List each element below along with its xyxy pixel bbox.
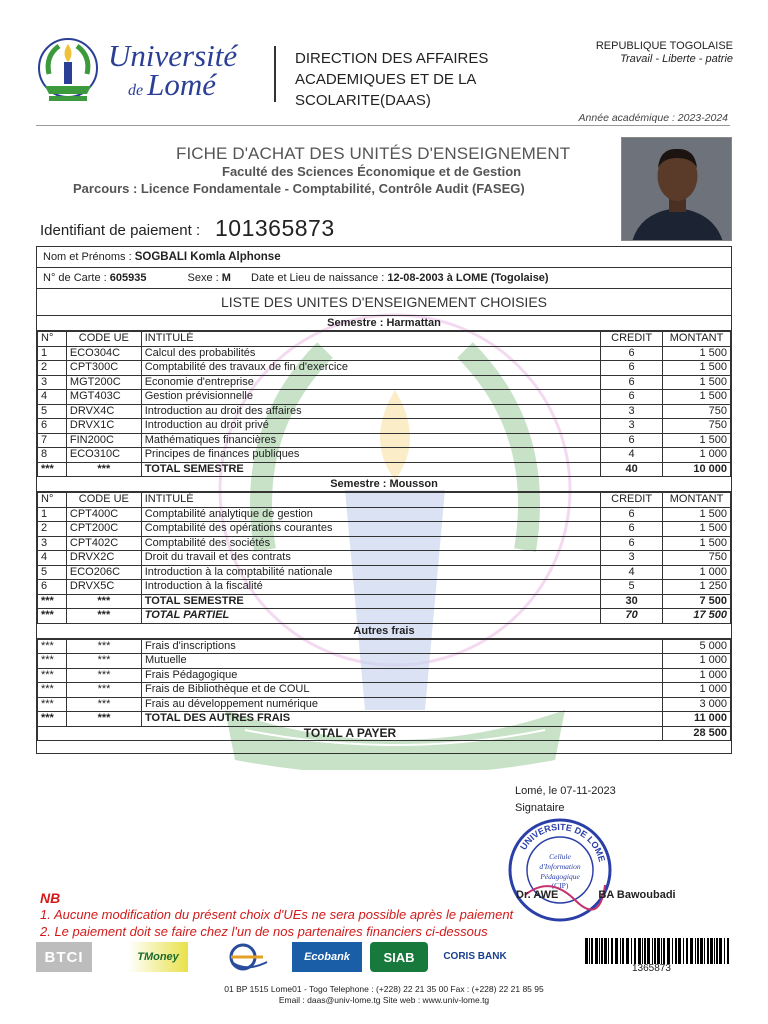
table-cell: 7 500 [663, 594, 731, 609]
table-cell: Gestion prévisionnelle [141, 390, 600, 405]
table-cell: 6 [601, 507, 663, 522]
total-to-pay-row [38, 726, 731, 741]
table-cell: 4 [38, 390, 67, 405]
table-cell: *** [67, 697, 142, 712]
table-cell: 1 000 [663, 668, 731, 683]
table-cell: TOTAL SEMESTRE [141, 594, 600, 609]
partner-coris-logo: CORIS BANK [443, 951, 507, 962]
partner-btci-logo: BTCI [36, 942, 92, 972]
payment-id-value: 101365873 [215, 215, 335, 241]
table-row [38, 683, 731, 698]
table-cell: 6 [601, 361, 663, 376]
col-num: N° [38, 332, 67, 347]
semester2-total-row [38, 594, 731, 609]
table-cell: 3 [38, 536, 67, 551]
logo-divider [274, 46, 276, 102]
col-credit: CREDIT [601, 332, 663, 347]
table-cell: Introduction à la fiscalité [141, 580, 600, 595]
table-row [38, 580, 731, 595]
table-row [38, 565, 731, 580]
table-cell: MGT403C [66, 390, 141, 405]
logo-lome: Lomé [147, 67, 216, 102]
barcode-bar [714, 938, 715, 964]
table-row [38, 375, 731, 390]
table-cell: 1 000 [663, 683, 731, 698]
semester1-total-row [38, 462, 731, 477]
col-code: CODE UE [66, 493, 141, 508]
nb-title: NB [40, 890, 61, 906]
table-cell: 1 250 [663, 580, 731, 595]
table-cell: 1 500 [663, 536, 731, 551]
table-cell: *** [67, 683, 142, 698]
barcode-bar [700, 938, 703, 964]
table-cell: 4 [601, 565, 663, 580]
barcode-bar [707, 938, 709, 964]
table-cell: 1 [38, 507, 67, 522]
table-cell: 17 500 [663, 609, 731, 624]
table-cell: Economie d'entreprise [141, 375, 600, 390]
program-name: Parcours : Licence Fondamentale - Comptabilité, Contrôle Audit (FASEG) [73, 181, 525, 196]
table-cell: 1 [38, 346, 67, 361]
stamp-line1: Cellule [549, 852, 571, 861]
footer-line1: 01 BP 1515 Lome01 - Togo Telephone : (+228) 22 21 35 00 Fax : (+228) 22 21 85 95 [224, 984, 544, 994]
table-cell: TOTAL PARTIEL [141, 609, 600, 624]
logo-de: de [128, 82, 144, 99]
semester1-title: Semestre : Harmattan [37, 316, 731, 331]
table-cell: 3 [38, 375, 67, 390]
table-cell: *** [38, 683, 67, 698]
table-cell: *** [38, 668, 67, 683]
table-cell: 6 [601, 375, 663, 390]
table-cell: *** [38, 697, 67, 712]
courses-area [37, 316, 731, 741]
table-row [38, 697, 731, 712]
col-intitule: INTITULÉ [141, 493, 600, 508]
table-cell: FIN200C [66, 433, 141, 448]
table-cell: 1 500 [663, 346, 731, 361]
table-cell: DRVX2C [66, 551, 141, 566]
table-cell: 5 [38, 404, 67, 419]
barcode-bar [710, 938, 713, 964]
table-row [38, 448, 731, 463]
table-cell: Principes de finances publiques [141, 448, 600, 463]
signer-name-left: Dr. AWE [516, 889, 559, 901]
table-cell: *** [38, 712, 67, 727]
table-cell: 750 [663, 419, 731, 434]
barcode-bar [675, 938, 677, 964]
table-cell: 1 500 [663, 375, 731, 390]
col-code: CODE UE [66, 332, 141, 347]
table-cell: 750 [663, 404, 731, 419]
table-cell: Droit du travail et des contrats [141, 551, 600, 566]
barcode-bar [644, 938, 646, 964]
page-title: FICHE D'ACHAT DES UNITÉS D'ENSEIGNEMENT [176, 144, 571, 163]
barcode-bar [667, 938, 670, 964]
table-cell: 1 000 [663, 448, 731, 463]
table-cell: 2 [38, 361, 67, 376]
table-cell: 5 [601, 580, 663, 595]
card-number: 605935 [109, 272, 147, 284]
table-row [38, 639, 731, 654]
table-cell: DRVX1C [66, 419, 141, 434]
faculty-name: Faculté des Sciences Économique et de Gestion [222, 164, 522, 179]
table-cell: 1 500 [663, 433, 731, 448]
table-row [38, 551, 731, 566]
barcode-bar [690, 938, 693, 964]
table-cell: 3 [601, 551, 663, 566]
table-cell: ECO310C [66, 448, 141, 463]
table-cell: 11 000 [663, 712, 731, 727]
footer [0, 984, 768, 1006]
university-logo-text [108, 40, 237, 100]
barcode-bar [657, 938, 660, 964]
table-cell: *** [38, 609, 67, 624]
table-cell: *** [67, 654, 142, 669]
barcode-bar [622, 938, 624, 964]
barcode-bar [724, 938, 725, 964]
partner-siab-logo: SIAB [370, 942, 428, 972]
table-cell: Comptabilité analytique de gestion [141, 507, 600, 522]
table-header-row [38, 493, 731, 508]
table-cell: 10 000 [663, 462, 731, 477]
republic-motto: Travail - Liberte - patrie [620, 53, 733, 65]
republic-block [596, 40, 733, 66]
direction-line1: DIRECTION DES AFFAIRES [295, 50, 489, 67]
table-cell: *** [66, 462, 141, 477]
stamp-line3: Pédagogique [540, 872, 580, 881]
table-cell: 1 500 [663, 507, 731, 522]
col-montant: MONTANT [663, 493, 731, 508]
barcode-bar [727, 938, 729, 964]
barcode-bar [604, 938, 607, 964]
barcode-bar [615, 938, 618, 964]
header-divider [36, 125, 730, 126]
table-cell: Frais de Bibliothèque et de COUL [142, 683, 663, 698]
table-cell: 6 [601, 346, 663, 361]
barcode-bar [638, 938, 641, 964]
card-label: N° de Carte : [43, 272, 107, 284]
barcode-bar [626, 938, 629, 964]
table-cell: Calcul des probabilités [141, 346, 600, 361]
table-row [38, 361, 731, 376]
barcode-bar [695, 938, 696, 964]
table-header-row [38, 332, 731, 347]
barcode-bar [672, 938, 673, 964]
logo-line1: Université [108, 38, 238, 73]
partner-logos [36, 942, 516, 972]
signatory-label: Signataire [515, 802, 565, 814]
barcode-bar [591, 938, 593, 964]
col-num: N° [38, 493, 67, 508]
table-cell: DRVX4C [66, 404, 141, 419]
table-cell: 40 [601, 462, 663, 477]
table-cell: Frais au développement numérique [142, 697, 663, 712]
barcode-bar [661, 938, 662, 964]
footer-line2: Email : daas@univ-lome.tg Site web : www.univ-lome.tg [278, 995, 490, 1005]
university-emblem-icon [37, 34, 99, 104]
barcode-bar [683, 938, 684, 964]
direction-line3: SCOLARITE(DAAS) [295, 92, 431, 109]
table-cell: Introduction au droit privé [141, 419, 600, 434]
table-row [38, 522, 731, 537]
table-cell: 1 000 [663, 654, 731, 669]
table-row [38, 654, 731, 669]
semester1-rows [38, 346, 731, 462]
table-cell: 6 [601, 390, 663, 405]
barcode-bar [719, 938, 722, 964]
stamp-ring-text: UNIVERSITE DE LOME [518, 821, 608, 863]
table-cell: 70 [601, 609, 663, 624]
table-cell: 5 [38, 565, 67, 580]
table-row [38, 433, 731, 448]
other-fees-rows [38, 639, 731, 712]
table-cell: *** [38, 639, 67, 654]
table-cell: MGT200C [66, 375, 141, 390]
table-cell: 5 000 [663, 639, 731, 654]
partial-total-row [38, 609, 731, 624]
student-photo [621, 137, 732, 241]
table-cell: 6 [601, 522, 663, 537]
payment-id-label: Identifiant de paiement : [40, 222, 201, 239]
official-stamp-icon [505, 815, 615, 925]
table-cell: Comptabilité des travaux de fin d'exercice [141, 361, 600, 376]
barcode-bar [704, 938, 705, 964]
table-cell: CPT300C [66, 361, 141, 376]
barcode-number: 1365873 [632, 963, 671, 974]
table-cell: *** [38, 462, 67, 477]
col-montant: MONTANT [663, 332, 731, 347]
table-cell: ECO304C [66, 346, 141, 361]
barcode-bar [595, 938, 598, 964]
academic-year: Année académique : 2023-2024 [578, 112, 728, 124]
barcode-bar [634, 938, 636, 964]
table-cell: 30 [601, 594, 663, 609]
partner-tmoney-logo: TMoney [128, 942, 188, 972]
signer-name-right: BA Bawoubadi [598, 889, 676, 901]
stamp-line4: (CIP) [551, 881, 569, 890]
other-fees-total-row [38, 712, 731, 727]
barcode-bar [601, 938, 603, 964]
barcode-bar [631, 938, 632, 964]
table-cell: TOTAL SEMESTRE [141, 462, 600, 477]
table-cell: *** [67, 668, 142, 683]
table-cell: *** [67, 639, 142, 654]
table-row [38, 507, 731, 522]
table-row [38, 419, 731, 434]
table-cell: *** [38, 594, 67, 609]
table-row [38, 346, 731, 361]
student-name-row [37, 247, 731, 268]
semester2-rows [38, 507, 731, 594]
republic-name: REPUBLIQUE TOGOLAISE [595, 40, 733, 52]
col-intitule: INTITULÉ [141, 332, 600, 347]
table-cell: Frais d'inscriptions [142, 639, 663, 654]
barcode-bar [599, 938, 600, 964]
barcode-bar [652, 938, 653, 964]
barcode-bar [686, 938, 688, 964]
partner-bank-logo-icon [223, 942, 269, 972]
table-row [38, 536, 731, 551]
table-cell: Introduction au droit des affaires [141, 404, 600, 419]
barcode-bar [589, 938, 590, 964]
total-to-pay-label: TOTAL A PAYER [38, 726, 663, 741]
partner-ecobank-logo: Ecobank [292, 942, 362, 972]
table-cell: *** [66, 609, 141, 624]
table-cell: Comptabilité des sociétés [141, 536, 600, 551]
birth-label: Date et Lieu de naissance : [251, 272, 385, 284]
logo-line2 [128, 69, 237, 100]
barcode-bar [678, 938, 681, 964]
barcode-bar [620, 938, 621, 964]
stamp-line2: d'Information [539, 862, 581, 871]
table-cell: 3 [601, 404, 663, 419]
sex-label: Sexe : [187, 272, 219, 284]
sex-value: M [221, 272, 231, 284]
table-cell: CPT402C [66, 536, 141, 551]
table-cell: Comptabilité des opérations courantes [141, 522, 600, 537]
table-cell: 1 500 [663, 522, 731, 537]
barcode-bar [647, 938, 650, 964]
barcode-bar [585, 938, 588, 964]
other-fees-title: Autres frais [37, 624, 731, 639]
col-credit: CREDIT [601, 493, 663, 508]
barcode-bar [663, 938, 665, 964]
table-cell: 1 000 [663, 565, 731, 580]
table-cell: *** [67, 712, 142, 727]
table-cell: 2 [38, 522, 67, 537]
table-cell: TOTAL DES AUTRES FRAIS [142, 712, 663, 727]
student-name-label: Nom et Prénoms : [43, 251, 132, 263]
table-cell: 7 [38, 433, 67, 448]
course-purchase-box [36, 246, 732, 754]
table-cell: ECO206C [66, 565, 141, 580]
direction-line2: ACADEMIQUES ET DE LA [295, 71, 477, 88]
table-cell: 3 [601, 419, 663, 434]
total-to-pay-value: 28 500 [663, 726, 731, 741]
student-portrait-icon [622, 138, 732, 241]
table-cell: *** [38, 654, 67, 669]
barcode-bar [611, 938, 613, 964]
table-cell: 4 [601, 448, 663, 463]
signer-name [516, 889, 676, 901]
barcode-bar [608, 938, 609, 964]
table-cell: 3 000 [663, 697, 731, 712]
table-cell: 8 [38, 448, 67, 463]
birth-value: 12-08-2003 à LOME (Togolaise) [387, 272, 549, 284]
table-cell: 6 [601, 536, 663, 551]
semester2-title: Semestre : Mousson [37, 477, 731, 492]
table-cell: 1 500 [663, 361, 731, 376]
table-cell: 6 [38, 580, 67, 595]
table-cell: 6 [38, 419, 67, 434]
table-cell: Introduction à la comptabilité nationale [141, 565, 600, 580]
table-cell: Mathématiques financières [141, 433, 600, 448]
barcode-bar [654, 938, 656, 964]
table-cell: CPT200C [66, 522, 141, 537]
semester2-table [37, 492, 731, 624]
table-cell: Mutuelle [142, 654, 663, 669]
barcode-bar [716, 938, 718, 964]
list-title: LISTE DES UNITES D'ENSEIGNEMENT CHOISIES [37, 289, 731, 316]
semester1-table [37, 331, 731, 477]
table-cell: 6 [601, 433, 663, 448]
student-name: SOGBALI Komla Alphonse [134, 251, 281, 263]
nb-line2: 2. Le paiement doit se faire chez l'un de nos partenaires financiers ci-dessous [40, 924, 488, 939]
table-cell: CPT400C [66, 507, 141, 522]
table-row [38, 404, 731, 419]
table-cell: DRVX5C [66, 580, 141, 595]
table-cell: *** [66, 594, 141, 609]
table-cell: 1 500 [663, 390, 731, 405]
nb-line1: 1. Aucune modification du présent choix d'UEs ne sera possible après le paiement [40, 907, 514, 922]
barcode-bar [642, 938, 643, 964]
table-cell: Frais Pédagogique [142, 668, 663, 683]
barcode-icon [585, 938, 730, 964]
direction-title [295, 48, 525, 111]
place-date: Lomé, le 07-11-2023 [515, 785, 616, 797]
table-row [38, 390, 731, 405]
table-row [38, 668, 731, 683]
other-fees-table [37, 639, 731, 742]
student-info-row [37, 268, 731, 289]
barcode-bar [697, 938, 699, 964]
table-cell: 4 [38, 551, 67, 566]
table-cell: 750 [663, 551, 731, 566]
